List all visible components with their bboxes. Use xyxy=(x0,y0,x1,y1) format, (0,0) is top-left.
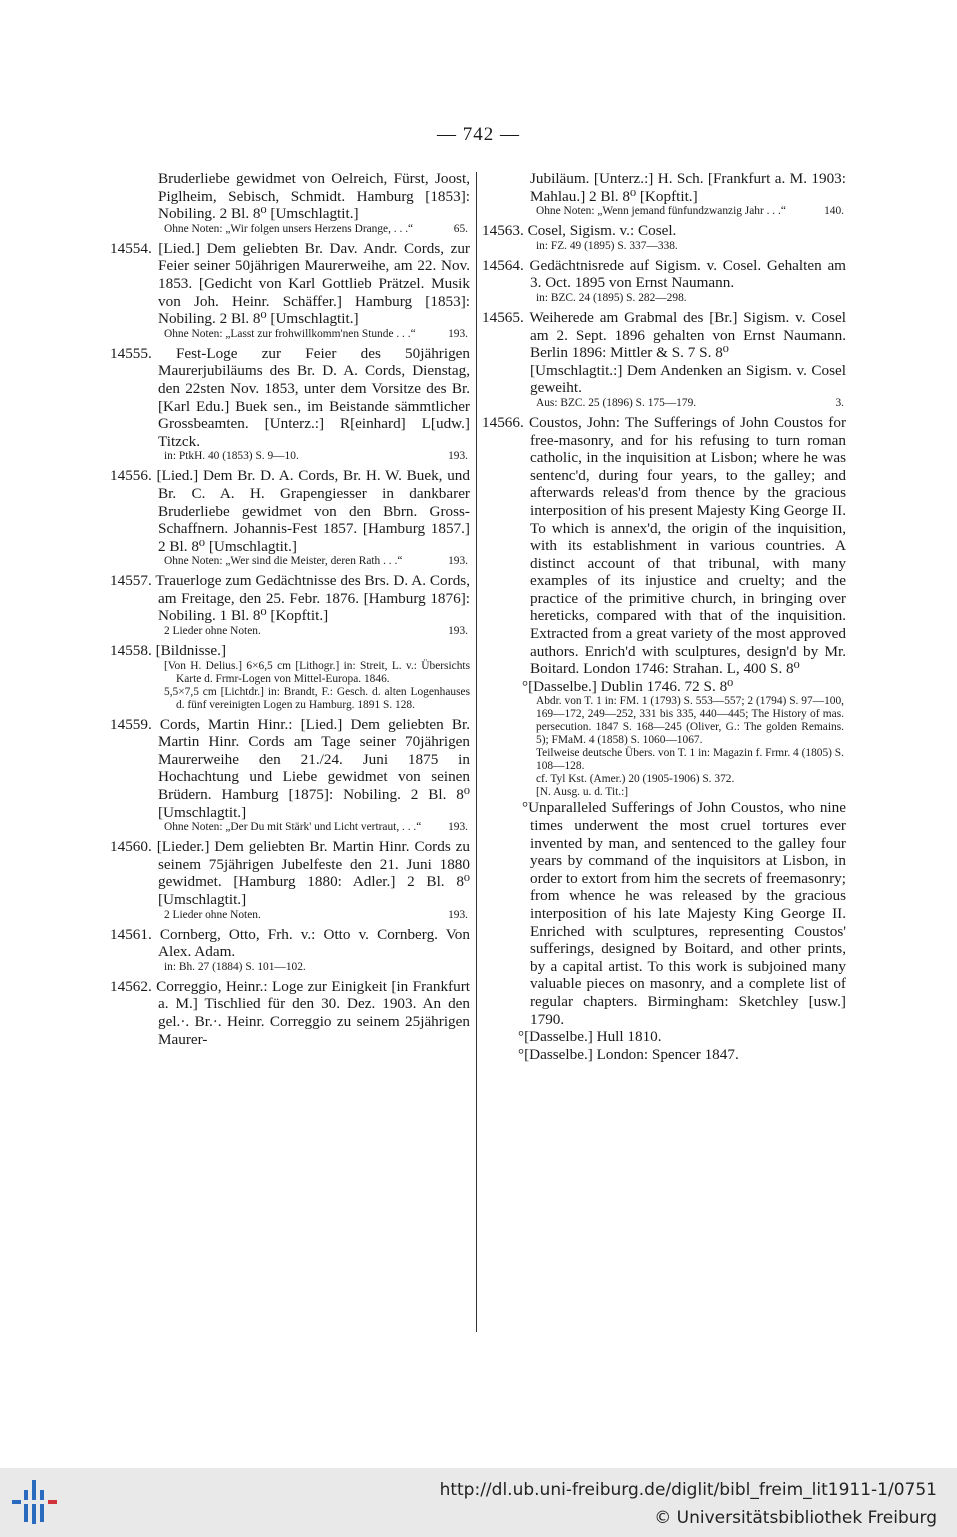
entry-hang-note-text xyxy=(110,660,470,686)
entry-text: Aus: BZC. 25 (1896) S. 175—179. xyxy=(536,396,697,409)
bibliography-entry-14565 xyxy=(482,309,846,410)
bibliography-entry-14559 xyxy=(110,716,470,835)
entry-text: °[Dasselbe.] Hull 1810. xyxy=(518,1028,662,1046)
bibliography-entry-pre xyxy=(110,170,470,236)
entry-text: °[Dasselbe.] Dublin 1746. 72 S. 8⁰ xyxy=(522,677,734,695)
entry-text: Ohne Noten: „Wenn jemand fünfundzwanzig Jahr . . .“ xyxy=(536,205,786,218)
entry-reference-number: 193. xyxy=(448,908,468,921)
entry-reference-number: 193. xyxy=(448,450,468,463)
entry-text: 14564. Gedächtnisrede auf Sigism. v. Cosel. Gehalten am 3. Oct. 1895 von Ernst Naumann. xyxy=(482,256,846,292)
entry-text: Ohne Noten: „Wir folgen unsers Herzens Drange, . . .“ xyxy=(164,222,414,235)
entry-reference-number: 140. xyxy=(824,205,844,218)
bibliography-entry-14563 xyxy=(482,222,846,253)
entry-main-text xyxy=(110,467,470,555)
entry-text: 14562. Correggio, Heinr.: Loge zur Einigkeit [in Frankfurt a. M.] Tischlied für den 30. Dez. 1903. An den gel.·. Br.·. Heinr. Correggio zu seinem 25jährigen Maurer- xyxy=(110,977,470,1048)
entry-note-text xyxy=(110,328,470,341)
entry-text: 14560. [Lieder.] Dem geliebten Br. Martin Hinr. Cords zu seinem 75jährigen Jubelfeste den 21. Juni 1880 gewidmet. [Hamburg 1880: Adler.] 2 Bl. 8⁰ [Umschlagtit.] xyxy=(110,838,470,908)
entry-hang-note-text xyxy=(110,686,470,712)
entry-text: cf. Tyl Kst. (Amer.) 20 (1905-1906) S. 372. xyxy=(536,773,735,786)
page-number: — 742 — xyxy=(437,124,520,145)
footer-bar xyxy=(0,1468,957,1537)
entry-text: [N. Ausg. u. d. Tit.:] xyxy=(536,786,629,799)
entry-note-text xyxy=(110,961,470,974)
bibliography-entry-14555 xyxy=(110,345,470,464)
entry-text: Ohne Noten: „Lasst zur frohwillkomm'nen Stunde . . .“ xyxy=(164,327,416,340)
entry-sub-bl-text xyxy=(482,1046,846,1064)
bibliography-entry-14557 xyxy=(110,572,470,638)
entry-text: in: Bh. 27 (1884) S. 101—102. xyxy=(164,960,306,973)
entry-text: in: PtkH. 40 (1853) S. 9—10. xyxy=(164,450,299,463)
entry-text: 14565. Weiherede am Grabmal des [Br.] Sigism. v. Cosel am 2. Sept. 1896 gehalten von Ernst Naumann. Berlin 1896: Mittler & S. 7 S. 8⁰ xyxy=(482,308,846,362)
entry-text: in: FZ. 49 (1895) S. 337—338. xyxy=(536,239,678,252)
entry-text: 5,5×7,5 cm [Lichtdr.] in: Brandt, F.: Gesch. d. alten Logenhauses d. fünf vereinigten Logen zu Hamburg. 1891 S. 128. xyxy=(164,685,470,711)
entry-text: Jubiläum. [Unterz.:] H. Sch. [Frankfurt a. M. 1903: Mahlau.] 2 Bl. 8⁰ [Kopftit.] xyxy=(530,170,846,205)
entry-text: 14557. Trauerloge zum Gedächtnisse des Brs. D. A. Cords, am Freitage, den 25. Febr. 1876. [Hamburg 1876]: Nobiling. 1 Bl. 8⁰ [Kopftit.] xyxy=(110,572,470,625)
entry-text: 2 Lieder ohne Noten. xyxy=(164,908,261,921)
entry-text: 14561. Cornberg, Otto, Frh. v.: Otto v. Cornberg. Von Alex. Adam. xyxy=(110,925,470,961)
entry-note-text xyxy=(110,223,470,236)
entry-text: 14556. [Lied.] Dem Br. D. A. Cords, Br. H. W. Buek, und Br. C. A. H. Grapengiesser in dankbarer Bruderliebe gewidmet von den Bbrn. Gross-Schaffnern. Johannis-Fest 1857. [Hamburg 1857.] 2 Bl. 8⁰ [Umschlagtit.] xyxy=(110,467,470,555)
column-divider xyxy=(476,172,477,1332)
entry-text: 14559. Cords, Martin Hinr.: [Lied.] Dem geliebten Br. Martin Hinr. Cords am Tage seiner 70jährigen Maurerweihe den 21./24. Juni 1875 in Hochachtung und Liebe gewidmet von seinen Brüdern. Hamburg [1875]: Nobiling. 2 Bl. 8⁰ [Umschlagtit.] xyxy=(110,715,470,821)
entry-text: 14566. Coustos, John: The Sufferings of John Coustos for free-masonry, and for his refusing to turn roman catholic, in the inquisition at Lisbon; where he was sentenc'd, during four years, to the galley; and afterwards releas'd from thence by the gracious interposition of his present Majesty King George II. To which is annex'd, the origin of the inquisition, with its establishment in various countries. A distinct account of that tribunal, with many examples of its injustice and cruelty; and the practice of the primitive church, in bringing over hereticks, compared with that of the inquisition. Extracted from a great variety of the most approved authors. Enrich'd with sculptures, design'd by Mr. Boitard. London 1746: Strahan. L, 400 S. 8⁰ xyxy=(482,413,846,678)
entry-main-text xyxy=(110,838,470,908)
entry-note-text xyxy=(482,205,846,218)
entry-cont-text xyxy=(110,170,470,223)
entry-text: Ohne Noten: „Der Du mit Stärk' und Licht vertraut, . . .“ xyxy=(164,821,422,834)
entry-note-text xyxy=(482,773,846,786)
entry-sub-text xyxy=(482,799,846,1028)
entry-note-text xyxy=(482,240,846,253)
ub-freiburg-logo-icon xyxy=(10,1476,60,1528)
entry-text: 14563. Cosel, Sigism. v.: Cosel. xyxy=(482,222,677,240)
entry-reference-number: 65. xyxy=(453,222,468,235)
entry-note-text xyxy=(110,625,470,638)
entry-text: in: BZC. 24 (1895) S. 282—298. xyxy=(536,291,687,304)
entry-text: 2 Lieder ohne Noten. xyxy=(164,625,261,638)
entry-text: Bruderliebe gewidmet von Oelreich, Fürst, Joost, Piglheim, Sebisch, Schmidt. Hamburg [1853]: Nobiling. 2 Bl. 8⁰ [Umschlagtit.] xyxy=(158,170,470,223)
entry-text: [Umschlagtit.:] Dem Andenken an Sigism. v. Cosel geweiht. xyxy=(530,361,846,397)
entry-text: Ohne Noten: „Wer sind die Meister, deren Rath . . .“ xyxy=(164,555,403,568)
entry-text: Teilweise deutsche Übers. von T. 1 in: Magazin f. Frmr. 4 (1805) S. 108—128. xyxy=(536,747,844,773)
entry-main-text xyxy=(110,240,470,328)
entry-reference-number: 3. xyxy=(835,396,844,409)
entry-text: [Von H. Delius.] 6×6,5 cm [Lithogr.] in: Streit, L. v.: Übersichts Karte d. Frmr-Logen von Mittel-Europa. 1846. xyxy=(164,659,470,685)
bibliography-entry-14562 xyxy=(110,978,470,1048)
bibliography-entry-14564 xyxy=(482,257,846,305)
entry-main-text xyxy=(110,345,470,451)
entry-main-text xyxy=(482,257,846,292)
entry-note-text xyxy=(110,555,470,568)
bibliography-entry-14566 xyxy=(482,414,846,1063)
bibliography-entry-14554 xyxy=(110,240,470,341)
entry-reference-number: 193. xyxy=(448,555,468,568)
entry-note-text xyxy=(482,397,846,410)
entry-text: °Unparalleled Sufferings of John Coustos, who nine times underwent the most cruel tortures ever invented by man, and sentenced to the galley four years by command of the inquisitors at Lisbon, in order to extort from him the secrets of freemasonry; from whence he was released by the gracious interposition of his late Majesty King George II. Enriched with sculptures, representing Coustos' sufferings, designed by Boitard, and other prints, by a capital artist. To this work is subjoined many valuable pieces on masonry, and a complete list of regular chapters. Birmingham: Sketchley [usw.] 1790. xyxy=(522,799,846,1028)
entry-note-text xyxy=(482,747,846,773)
entry-text: °[Dasselbe.] London: Spencer 1847. xyxy=(518,1045,739,1063)
entry-text: 14555. Fest-Loge zur Feier des 50jährigen Maurerjubiläums des Br. D. A. Cords, Dienstag, den 22sten Nov. 1853, unter dem Vorsitze des Br. [Karl Edu.] Buek sen., im Beistande sämmtlicher Grossbeamten. [Unterz.:] R[einhard] L[udw.] Titzck. xyxy=(110,344,470,450)
entry-cont-text xyxy=(482,170,846,205)
entry-main-text xyxy=(110,716,470,822)
entry-main-text xyxy=(482,309,846,362)
entry-text: Abdr. von T. 1 in: FM. 1 (1793) S. 553—557; 2 (1794) S. 97—100, 169—172, 249—252, 331 bis 335, 440—445; The History of mas. persecution. 1847 S. 168—245 (Oliver, G.: The golden Remains. 5); FMaM. 4 (1858) S. 1060—1067. xyxy=(536,695,844,747)
bibliography-entry-pre xyxy=(482,170,846,218)
bibliography-entry-14560 xyxy=(110,838,470,921)
entry-note-text xyxy=(110,909,470,922)
entry-note-text xyxy=(482,292,846,305)
source-url-link[interactable]: http://dl.ub.uni-freiburg.de/diglit/bibl_freim_lit1911-1/0751 xyxy=(439,1480,937,1500)
copyright-text: © Universitätsbibliothek Freiburg xyxy=(654,1508,937,1528)
entry-main-text xyxy=(110,978,470,1048)
entry-main-text xyxy=(110,642,470,660)
left-column xyxy=(110,170,470,1052)
entry-reference-number: 193. xyxy=(448,821,468,834)
bibliography-entry-14556 xyxy=(110,467,470,568)
entry-reference-number: 193. xyxy=(448,327,468,340)
entry-reference-number: 193. xyxy=(448,625,468,638)
entry-text: 14558. [Bildnisse.] xyxy=(110,642,227,660)
entry-sub-text xyxy=(482,678,846,696)
entry-sub-bl-text xyxy=(482,1028,846,1046)
right-column xyxy=(482,170,846,1067)
entry-main-text xyxy=(110,926,470,961)
entry-note-text xyxy=(482,695,846,747)
entry-text: 14554. [Lied.] Dem geliebten Br. Dav. Andr. Cords, zur Feier seiner 50jährigen Maurerweihe, am 22. Nov. 1853. [Gedicht von Karl Gottlieb Prätzel. Musik von Joh. Heinr. Schäffer.] Hamburg [1853]: Nobiling. 2 Bl. 8⁰ [Umschlagtit.] xyxy=(110,239,470,328)
entry-main-text xyxy=(110,572,470,625)
entry-cont-text xyxy=(482,362,846,397)
bibliography-entry-14558 xyxy=(110,642,470,712)
entry-main-text xyxy=(482,414,846,678)
entry-note-text xyxy=(110,821,470,834)
entry-note-text xyxy=(482,786,846,799)
entry-main-text xyxy=(482,222,846,240)
bibliography-entry-14561 xyxy=(110,926,470,974)
entry-note-text xyxy=(110,450,470,463)
